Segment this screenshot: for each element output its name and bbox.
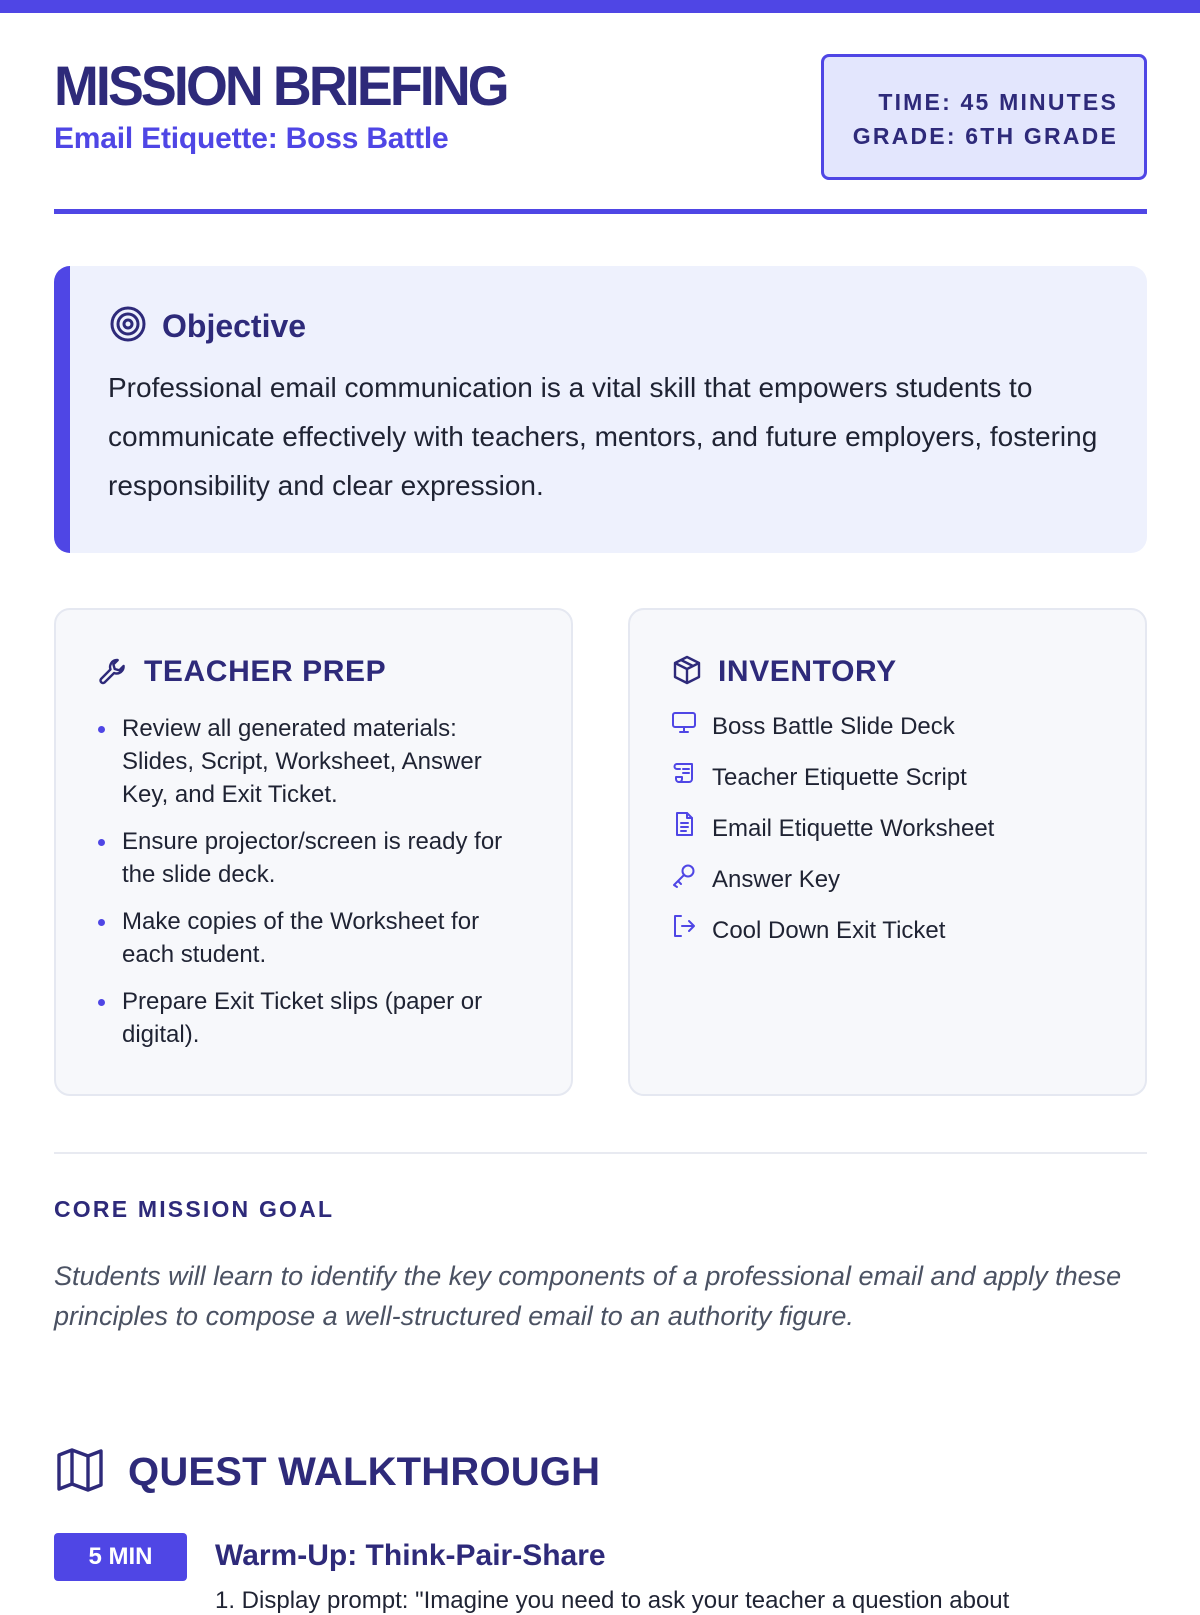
time-label: TIME: 45 MINUTES [878,89,1118,115]
inventory-item [670,810,1105,847]
grade-label: GRADE: 6TH GRADE [852,123,1118,149]
quest-title: QUEST WALKTHROUGH [128,1450,601,1494]
inventory-item [670,861,1105,898]
inventory-list [670,708,1105,949]
quest-step [54,1533,1147,1613]
page-title: MISSION BRIEFING [54,54,507,117]
inventory-item [670,759,1105,796]
inventory-item-label: Teacher Etiquette Script [712,764,967,791]
map-icon [54,1444,106,1501]
document-icon [670,810,698,847]
inventory-item [670,912,1105,949]
exit-icon [670,912,698,949]
page-header [54,54,1147,214]
target-icon [108,304,148,349]
inventory-item [670,708,1105,745]
teacher-prep-title: TEACHER PREP [144,655,387,688]
prep-item: Prepare Exit Ticket slips (paper or digital). [96,985,531,1051]
inventory-item-label: Email Etiquette Worksheet [712,815,995,842]
inventory-item-label: Boss Battle Slide Deck [712,713,955,740]
lesson-meta-box [821,54,1147,180]
section-divider [54,1152,1147,1154]
step-description: 1. Display prompt: "Imagine you need to ask your teacher a question about [215,1587,1010,1614]
box-icon [670,653,704,692]
teacher-prep-card [54,608,573,1096]
inventory-item-label: Answer Key [712,866,841,893]
inventory-card [628,608,1147,1096]
prep-item: Make copies of the Worksheet for each student. [96,905,531,971]
step-duration-badge: 5 MIN [54,1533,187,1581]
prep-item: Review all generated materials: Slides, Script, Worksheet, Answer Key, and Exit Ticket. [96,712,531,811]
prep-item: Ensure projector/screen is ready for the slide deck. [96,825,531,891]
inventory-item-label: Cool Down Exit Ticket [712,917,946,944]
objective-title: Objective [162,308,307,344]
key-icon [670,861,698,898]
quest-header [54,1444,600,1501]
inventory-title: INVENTORY [718,655,897,688]
scroll-icon [670,759,698,796]
step-title: Warm-Up: Think-Pair-Share [215,1539,606,1572]
top-accent-bar [0,0,1200,13]
core-goal-label: CORE MISSION GOAL [54,1196,335,1222]
monitor-icon [670,708,698,745]
objective-section [54,266,1147,553]
objective-text: Professional email communication is a vital skill that empowers students to communicate effectively with teachers, mentors, and future employers, fostering responsibility and clear expression. [108,372,1098,501]
page-subtitle: Email Etiquette: Boss Battle [54,122,449,155]
teacher-prep-list [96,712,531,1051]
wrench-icon [96,653,130,692]
core-goal-text: Students will learn to identify the key components of a professional email and apply these principles to compose a well-structured email to an authority figure. [54,1261,1122,1331]
